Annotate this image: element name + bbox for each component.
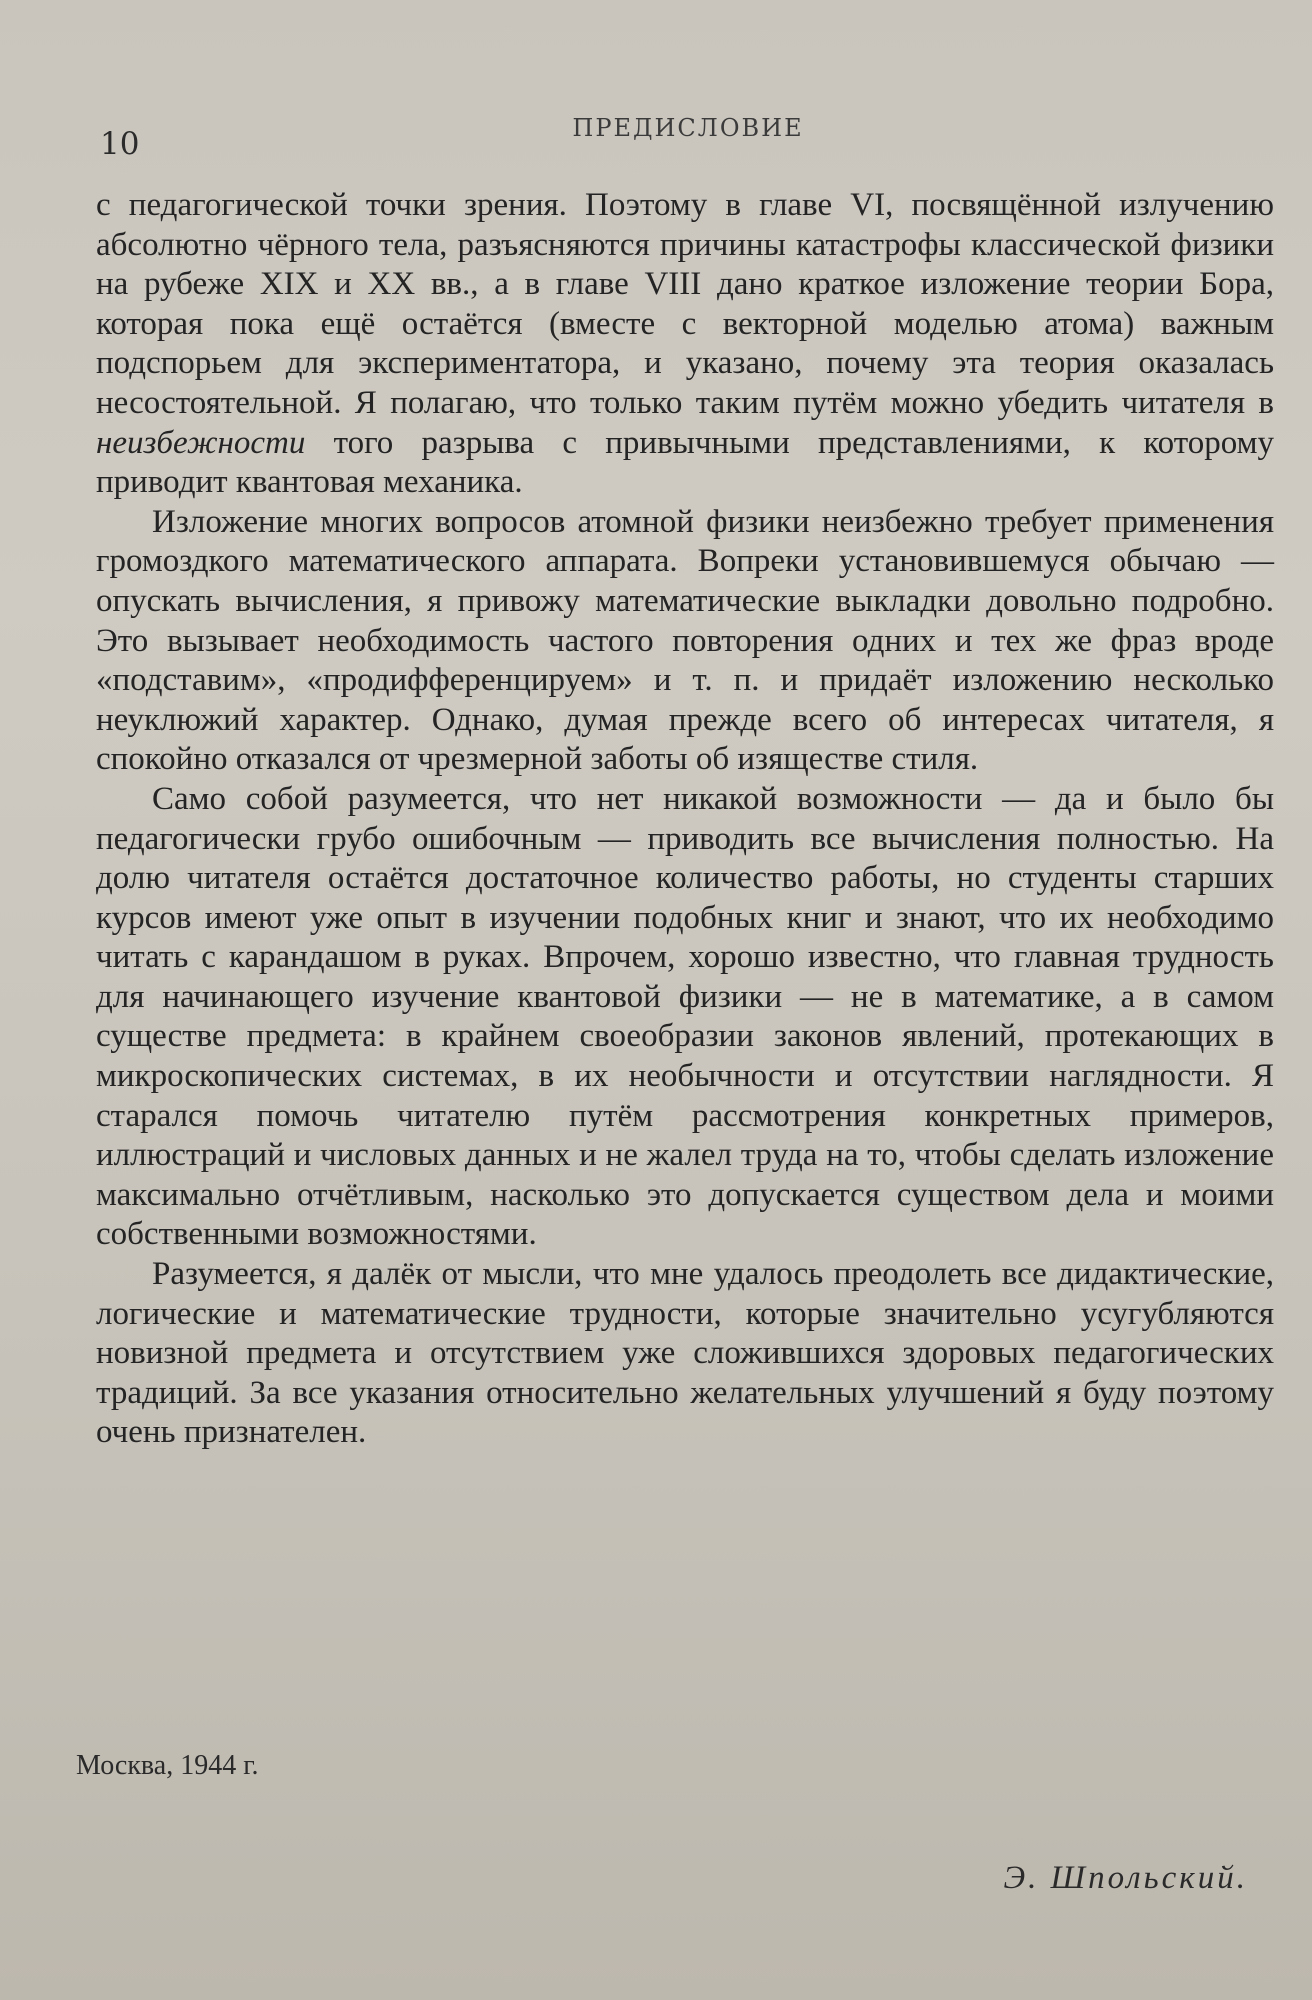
page-header [100, 108, 1276, 162]
paragraph-1 [96, 186, 1274, 503]
paragraph-3: Само собой разумеется, что нет никакой возможности — да и было бы педагогически грубо ошибочным — приводить все вычисления полностью. На долю читателя остаётся достаточное количество работы, но студенты старших курсов имеют уже опыт в изучении подобных книг и знают, что их необходимо читать с карандашом в руках. Впрочем, хорошо известно, что главная трудность для начинающего изучение квантовой физики — не в математике, а в самом существе предмета: в крайнем своеобразии законов явлений, протекающих в микроскопических системах, в их необычности и отсутствии наглядности. Я старался помочь читателю путём рассмотрения конкретных примеров, иллюстраций и числовых данных и не жалел труда на то, чтобы сделать изложение максимально отчётливым, насколько это допускается существом дела и моими собственными возможностями. [96, 780, 1274, 1253]
paragraph-1-text: с педагогической точки зрения. Поэтому в главе VI, посвящённой излучению абсолютно чёрного тела, разъясняются причины катастрофы классической физики на рубеже XIX и XX вв., а в главе VIII дано краткое изложение теории Бора, которая пока ещё остаётся (вместе с векторной моделью атома) важным подспорьем для экспериментатора, и указано, почему эта теория оказалась несостоятельной. Я полагаю, что только таким путём можно убедить читателя в [96, 187, 1274, 421]
paragraph-1-text-end: того разрыва с привычными представлениями, к которому приводит квантовая механика. [96, 424, 1274, 501]
page-number: 10 [100, 126, 140, 162]
running-head: ПРЕДИСЛОВИЕ [572, 114, 804, 142]
place-date: Москва, 1944 г. [76, 1750, 259, 1781]
preface-text [96, 186, 1274, 1453]
author-signature: Э. Шпольский. [1003, 1860, 1248, 1896]
paragraph-4: Разумеется, я далёк от мысли, что мне удалось преодолеть все дидактические, логические и математические трудности, которые значительно усугубляются новизной предмета и отсутствием уже сложившихся здоровых педагогических традиций. За все указания относительно желательных улучшений я буду поэтому очень признателен. [96, 1256, 1274, 1451]
paragraph-2: Изложение многих вопросов атомной физики неизбежно требует применения громоздкого математического аппарата. Вопреки установившемуся обычаю — опускать вычисления, я привожу математические выкладки довольно подробно. Это вызывает необходимость частого повторения одних и тех же фраз вроде «подставим», «продифференцируем» и т. п. и придаёт изложению несколько неуклюжий характер. Однако, думая прежде всего об интересах читателя, я спокойно отказался от чрезмерной заботы об изяществе стиля. [96, 503, 1274, 778]
paragraph-1-emphasis: неизбежности [96, 424, 306, 461]
